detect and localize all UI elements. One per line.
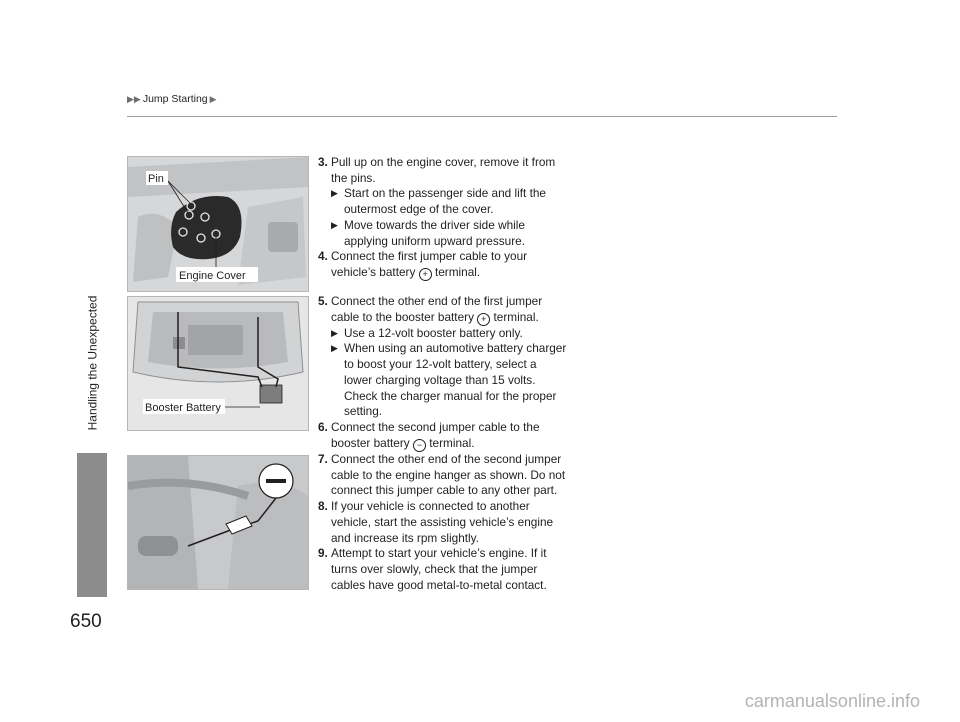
minus-terminal-icon: − xyxy=(413,439,426,452)
step-number: 5. xyxy=(318,294,328,308)
instructions-block-1 xyxy=(318,155,568,281)
triangle-right-icon: ▶ xyxy=(209,93,217,104)
engine-cover-label: Engine Cover xyxy=(179,270,246,282)
step-number: 8. xyxy=(318,499,328,514)
step-3 xyxy=(318,155,568,186)
triangle-right-icon: ▶▶ xyxy=(127,93,141,104)
booster-battery-figure xyxy=(127,296,309,431)
step-number: 4. xyxy=(318,249,328,264)
step-3-note-2: ▶ Move towards the driver side while applying uniform upward pressure. xyxy=(331,217,525,248)
step-number: 7. xyxy=(318,452,328,466)
step-3-note-1: ▶ Start on the passenger side and lift the outermost edge of the cover. xyxy=(331,186,546,217)
step-9: 9. Attempt to start your vehicle’s engine. If it turns over slowly, check that the jumper cables have good metal-to-metal contact. xyxy=(318,546,547,592)
step-text: Pull up on the engine cover, remove it from the pins. xyxy=(331,155,556,185)
header-rule xyxy=(127,116,837,117)
arrow-right-icon: ▶ xyxy=(331,327,338,338)
engine-hanger-figure xyxy=(127,455,309,590)
arrow-right-icon: ▶ xyxy=(331,219,338,230)
step-number: 9. xyxy=(318,546,328,561)
step-5: 5. Connect the other end of the first jumper cable to the booster battery + terminal. xyxy=(318,294,543,324)
booster-battery-label: Booster Battery xyxy=(145,402,221,414)
section-side-label: Handling the Unexpected xyxy=(85,295,100,431)
breadcrumb-label: Jump Starting xyxy=(142,93,208,105)
step-5-note-2: ▶ When using an automotive battery charger to boost your 12-volt battery, select a lower charging voltage than 15 volts. Check the charger manual for the proper setting. xyxy=(331,341,567,419)
step-7: 7. Connect the other end of the second jumper cable to the engine hanger as shown. Do not connect this jumper cable to any other part. xyxy=(318,452,566,498)
step-number: 3. xyxy=(318,155,328,169)
arrow-right-icon: ▶ xyxy=(331,343,338,354)
section-tab xyxy=(77,453,107,597)
watermark: carmanualsonline.info xyxy=(744,691,920,711)
page-number: 650 xyxy=(70,611,102,632)
step-4: 4. Connect the first jumper cable to your vehicle’s battery + terminal. xyxy=(318,249,528,279)
step-number: 6. xyxy=(318,419,328,434)
step-5-note-1: ▶ Use a 12-volt booster battery only. xyxy=(331,325,523,340)
pin-label: Pin xyxy=(148,173,164,185)
arrow-right-icon: ▶ xyxy=(331,188,338,199)
engine-cover-figure xyxy=(127,156,309,292)
breadcrumb xyxy=(127,93,217,105)
instructions-block-2 xyxy=(318,294,568,452)
step-8: 8. If your vehicle is connected to another vehicle, start the assisting vehicle’s engine and increase its rpm slightly. xyxy=(318,499,554,545)
plus-terminal-icon: + xyxy=(419,268,432,281)
plus-terminal-icon: + xyxy=(477,313,490,326)
instructions-block-3 xyxy=(318,452,568,593)
step-6: 6. Connect the second jumper cable to the booster battery − terminal. xyxy=(318,419,540,450)
